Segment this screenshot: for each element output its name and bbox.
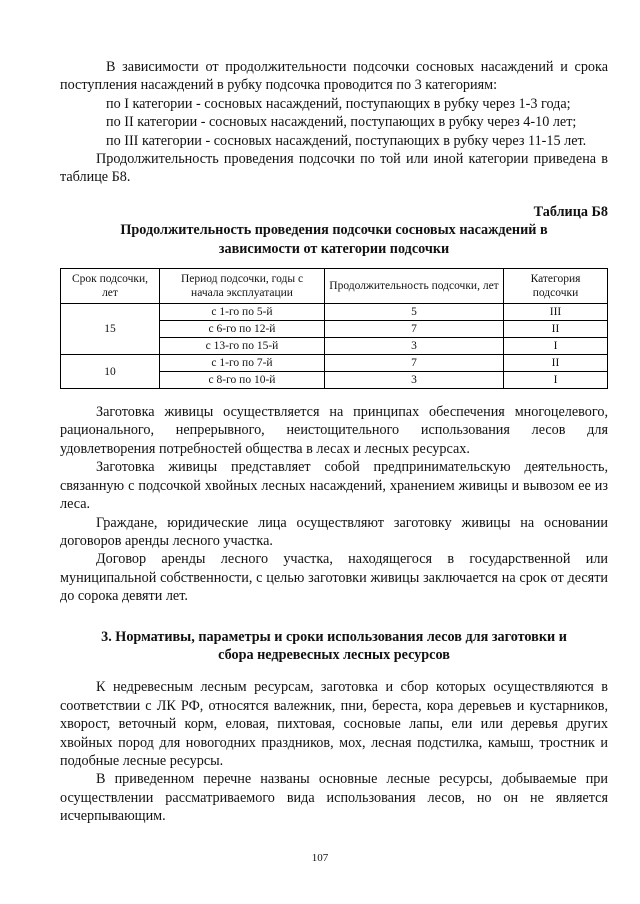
intro-paragraph: В зависимости от продолжительности подсочки сосновых насаждений и срока поступления насаждений в рубку подсочка проводится по 3 категориям: (60, 59, 608, 94)
page-content (60, 58, 608, 826)
header-period: Период подсочки, годы с начала эксплуатации (160, 269, 325, 304)
duration-cell: 5 (325, 304, 504, 321)
list-note-paragraph: В приведенном перечне названы основные лесные ресурсы, добываемые при осуществлении рассматриваемого вида использования лесов, но он не является исчерпывающим. (60, 771, 608, 825)
table-row (61, 304, 608, 321)
resin-activity-paragraph: Заготовка живицы представляет собой предпринимательскую деятельность, связанную с подсочкой хвойных лесных насаждений, хранением живицы и вывозом ее из леса. (60, 459, 608, 513)
table-number: Таблица Б8 (533, 203, 608, 220)
page-number: 107 (311, 852, 329, 864)
resin-principles-paragraph: Заготовка живицы осуществляется на принципах обеспечения многоцелевого, рационального, непрерывного, неистощительного использования лесов для удовлетворения потребностей общества в лесах и лесных ресурсах. (60, 404, 608, 457)
category-3-item: по III категории - сосновых насаждений, поступающих в рубку через 11-15 лет. (106, 132, 587, 149)
duration-cell: 7 (325, 355, 504, 372)
category-cell: I (504, 338, 608, 355)
category-cell: II (504, 355, 608, 372)
term-cell: 10 (61, 355, 160, 389)
duration-cell: 3 (325, 372, 504, 389)
table-header-row (61, 269, 608, 304)
table-row (61, 355, 608, 372)
category-2-item: по II категории - сосновых насаждений, поступающих в рубку через 4-10 лет; (106, 114, 577, 131)
non-timber-resources-paragraph: К недревесным лесным ресурсам, заготовка и сбор которых осуществляются в соответствии с ЛК РФ, относятся валежник, пни, береста, кора деревьев и кустарников, хворост, веточный корм, еловая, пихтовая, сосновые лапы, ели или деревья других хвойных пород для новогодних праздников, мох, лесная подстилка, камыш, тростник и подобные лесные ресурсы. (60, 679, 608, 769)
tapping-duration-table (60, 268, 608, 389)
duration-cell: 7 (325, 321, 504, 338)
period-cell: с 13-го по 15-й (160, 338, 325, 355)
section-heading: 3. Нормативы, параметры и сроки использования лесов для заготовки и сбора недревесных лесных ресурсов (101, 628, 567, 663)
header-term: Срок подсочки, лет (61, 269, 160, 304)
category-1-item: по I категории - сосновых насаждений, поступающих в рубку через 1-3 года; (106, 95, 571, 112)
lease-basis-paragraph: Граждане, юридические лица осуществляют заготовку живицы на основании договоров аренды лесного участка. (60, 514, 608, 549)
category-cell: I (504, 372, 608, 389)
category-cell: III (504, 304, 608, 321)
table-reference-paragraph: Продолжительность проведения подсочки по той или иной категории приведена в таблице Б8. (60, 151, 608, 186)
term-cell: 15 (61, 304, 160, 355)
period-cell: с 8-го по 10-й (160, 372, 325, 389)
table-title: Продолжительность проведения подсочки сосновых насаждений в зависимости от категории подсочки (120, 222, 548, 257)
category-cell: II (504, 321, 608, 338)
header-duration: Продолжительность подсочки, лет (325, 269, 504, 304)
period-cell: с 1-го по 5-й (160, 304, 325, 321)
header-category: Категория подсочки (504, 269, 608, 304)
period-cell: с 6-го по 12-й (160, 321, 325, 338)
lease-term-paragraph: Договор аренды лесного участка, находящегося в государственной или муниципальной собственности, с целью заготовки живицы заключается на срок от десяти до сорока девяти лет. (60, 551, 608, 605)
period-cell: с 1-го по 7-й (160, 355, 325, 372)
duration-cell: 3 (325, 338, 504, 355)
